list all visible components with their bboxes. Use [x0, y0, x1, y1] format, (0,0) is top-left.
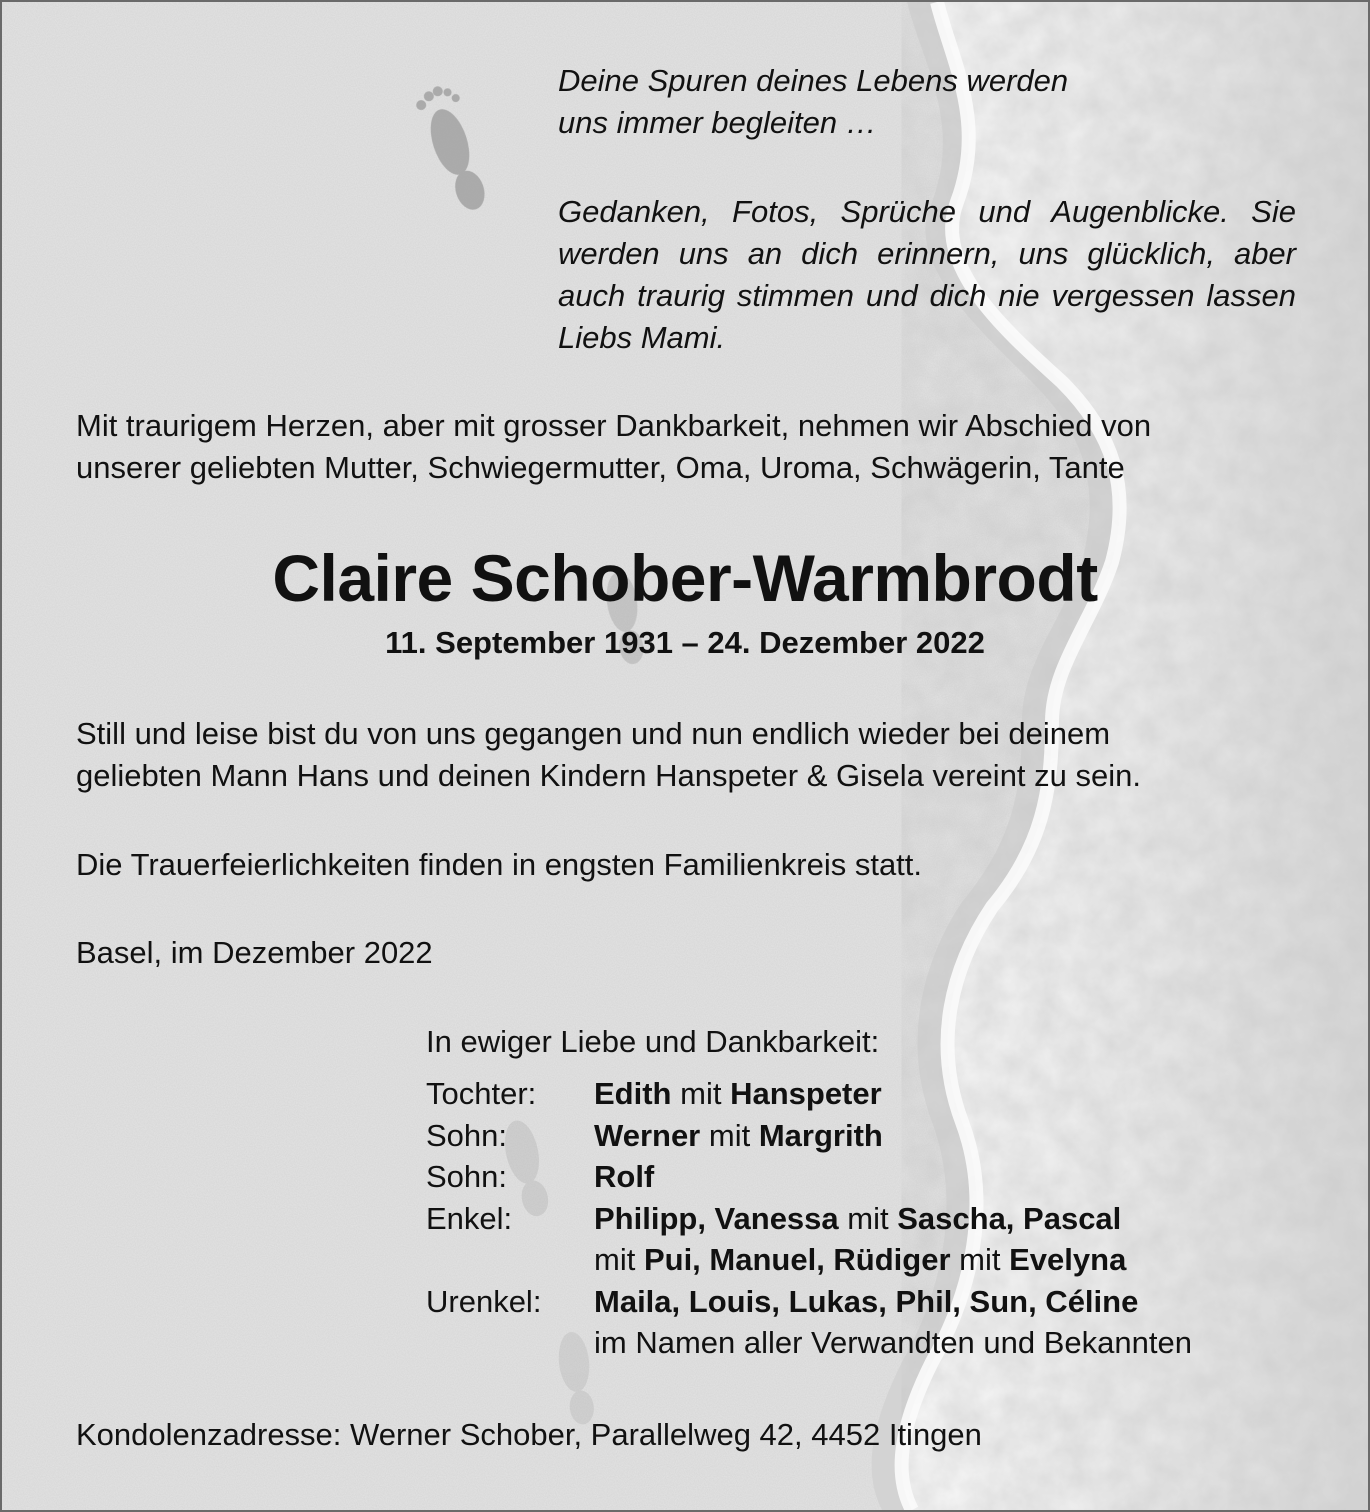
mourner-row-sohn-1: [426, 1115, 1192, 1157]
intro-text: [76, 405, 1298, 489]
relation-label: Tochter:: [426, 1076, 537, 1111]
mourner-row-sohn-2: [426, 1156, 1192, 1198]
quote-line-2: uns immer begleiten …: [558, 105, 877, 140]
farewell-message: [76, 713, 1298, 797]
mourners-heading: In ewiger Liebe und Dankbarkeit:: [426, 1024, 880, 1059]
mourner-row-urenkel: [426, 1281, 1192, 1323]
place-date: Basel, im Dezember 2022: [76, 935, 433, 970]
mourner-names: Rolf: [594, 1159, 655, 1194]
condolence-address: Kondolenzadresse: Werner Schober, Parallelweg 42, 4452 Itingen: [76, 1417, 982, 1452]
quote-intro: [558, 60, 1296, 144]
life-dates: 11. September 1931 – 24. Dezember 2022: [385, 625, 985, 660]
relation-label: Sohn:: [426, 1159, 508, 1194]
closing-line: im Namen aller Verwandten und Bekannten: [594, 1325, 1192, 1360]
mourner-names: Edith mit Hanspeter: [594, 1076, 882, 1111]
intro-line-1: Mit traurigem Herzen, aber mit grosser Dankbarkeit, nehmen wir Abschied von: [76, 408, 1152, 443]
mourner-names: Maila, Louis, Lukas, Phil, Sun, Céline: [594, 1283, 1139, 1319]
mourner-names: Werner mit Margrith: [594, 1117, 883, 1153]
mourner-row-enkel: [426, 1198, 1192, 1240]
relation-label: Enkel:: [426, 1200, 513, 1236]
mourners-list: [426, 1073, 1192, 1364]
message-line-1: Still und leise bist du von uns gegangen und nun endlich wieder bei deinem: [76, 716, 1111, 751]
funeral-note: Die Trauerfeierlichkeiten finden in engsten Familienkreis statt.: [76, 847, 923, 882]
quote-paragraph: Gedanken, Fotos, Sprüche und Augenblicke. Sie werden uns an dich erinnern, uns glücklich, aber auch traurig stimmen und dich nie vergessen lassen Liebs Mami.: [558, 194, 1296, 355]
mourner-row-enkel-2: [426, 1239, 1192, 1281]
mourner-names: Philipp, Vanessa mit Sascha, Pascal: [594, 1200, 1122, 1236]
mourner-names: mit Pui, Manuel, Rüdiger mit Evelyna: [594, 1242, 1127, 1277]
relation-label: Sohn:: [426, 1117, 508, 1153]
deceased-name: Claire Schober-Warmbrodt: [272, 541, 1098, 615]
quote-line-1: Deine Spuren deines Lebens werden: [558, 63, 1069, 98]
message-line-2: geliebten Mann Hans und deinen Kindern Hanspeter & Gisela vereint zu sein.: [76, 758, 1141, 793]
intro-line-2: unserer geliebten Mutter, Schwiegermutter, Oma, Uroma, Schwägerin, Tante: [76, 450, 1125, 485]
mourner-row-closing: [426, 1322, 1192, 1364]
mourner-row-tochter: [426, 1073, 1192, 1115]
relation-label: Urenkel:: [426, 1283, 542, 1319]
